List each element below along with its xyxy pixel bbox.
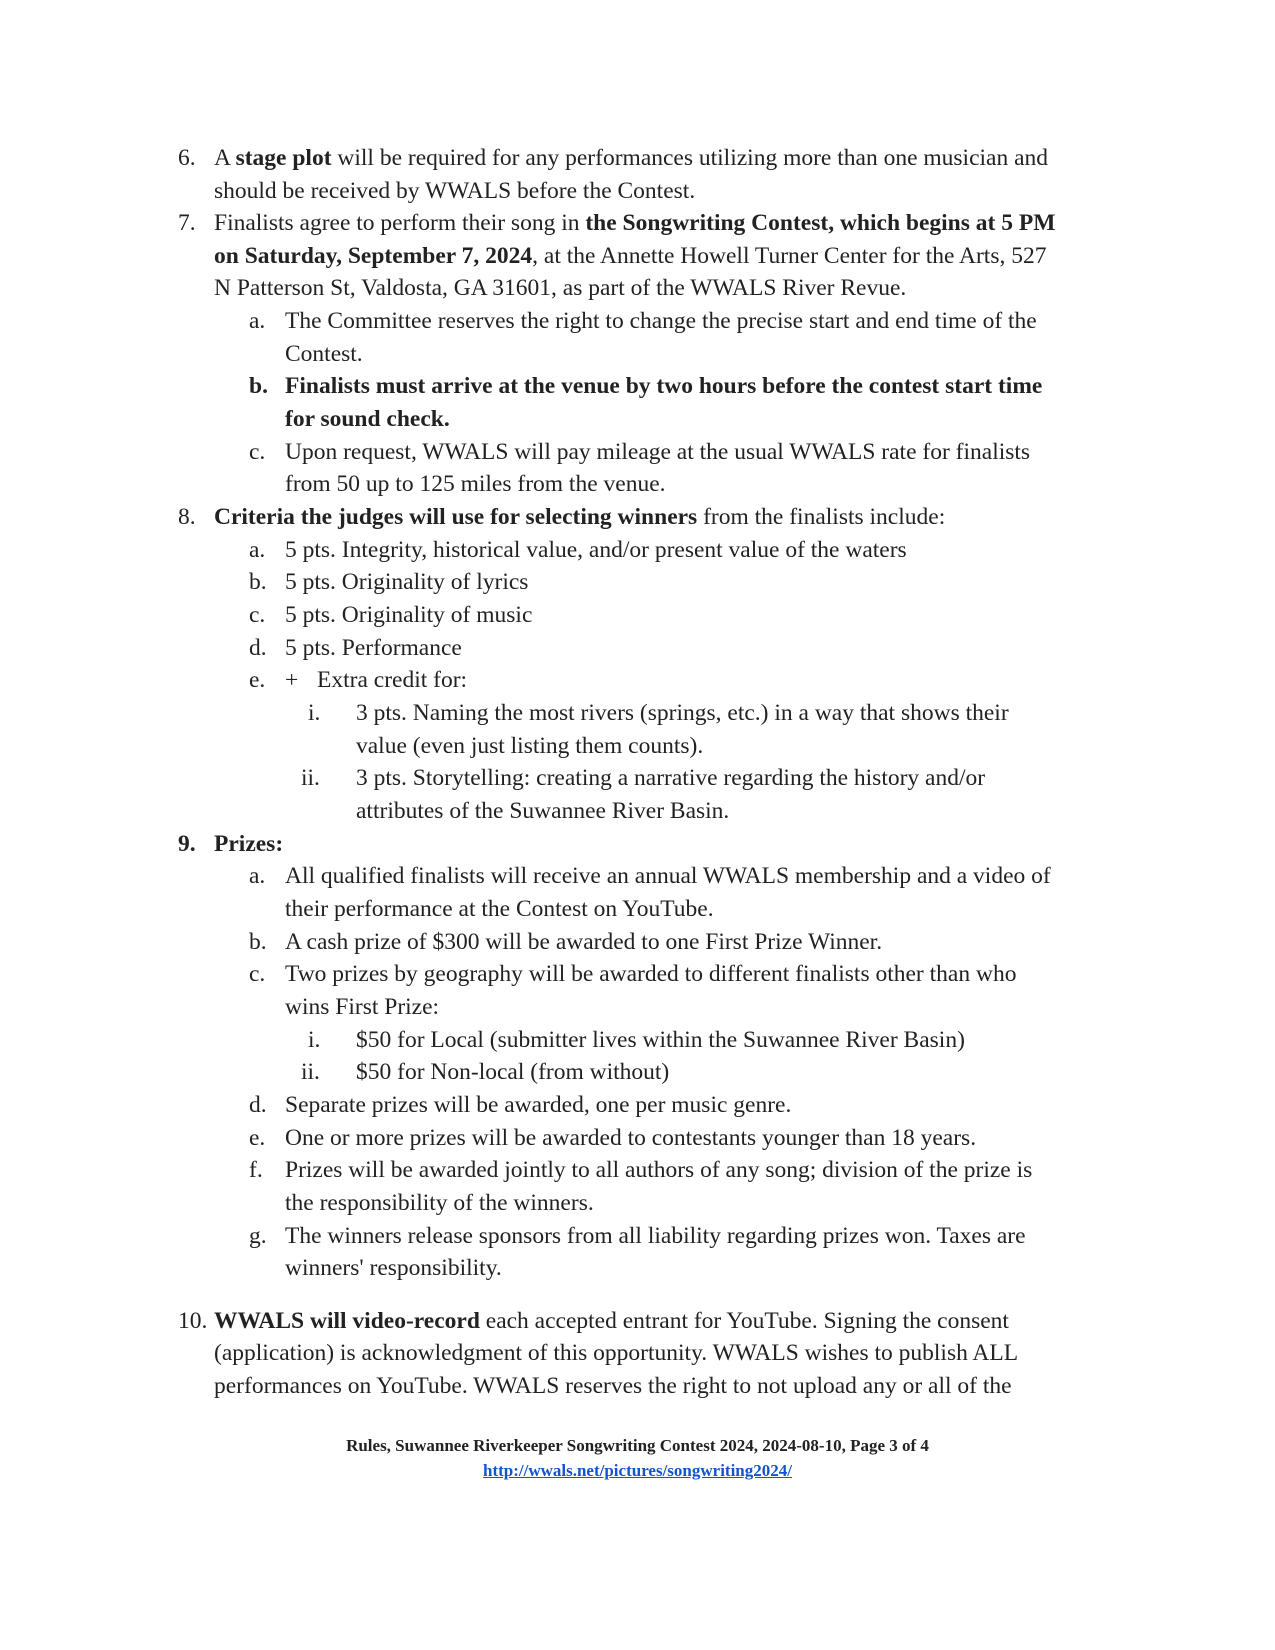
- item-8a-text: 5 pts. Integrity, historical value, and/or present value of the waters: [285, 537, 907, 563]
- item-7b-line-1: Finalists must arrive at the venue by two hours before the contest start time: [285, 373, 1043, 399]
- item-9a-line-2: their performance at the Contest on YouTube.: [285, 896, 714, 922]
- item-8-text-b: from the finalists include:: [697, 504, 946, 530]
- item-8e-plus: +: [285, 667, 299, 693]
- item-8e-i-line-2: value (even just listing them counts).: [356, 733, 704, 759]
- item-7a-marker: a.: [249, 308, 266, 334]
- item-6-text-a: A: [214, 145, 236, 171]
- item-6-stage-plot-bold: stage plot: [235, 145, 332, 171]
- item-10-line-1: [214, 1304, 1009, 1338]
- item-8e-ii-line-2: attributes of the Suwannee River Basin.: [356, 798, 730, 824]
- item-8b-text: 5 pts. Originality of lyrics: [285, 569, 529, 595]
- item-9b-text: A cash prize of $300 will be awarded to one First Prize Winner.: [285, 929, 883, 955]
- item-9f-marker: f.: [249, 1157, 263, 1183]
- item-8e-i-line-1: 3 pts. Naming the most rivers (springs, etc.) in a way that shows their: [356, 700, 1009, 726]
- item-9d-marker: d.: [249, 1092, 267, 1118]
- item-8a-marker: a.: [249, 537, 266, 563]
- item-9c-line-2: wins First Prize:: [285, 994, 440, 1020]
- item-8e-text: Extra credit for:: [317, 667, 468, 693]
- item-7b-line-2: for sound check.: [285, 406, 450, 432]
- item-8d-marker: d.: [249, 635, 267, 661]
- item-9c-ii-text: $50 for Non-local (from without): [356, 1059, 670, 1085]
- item-7-date-bold: on Saturday, September 7, 2024: [214, 243, 533, 269]
- item-9a-line-1: All qualified finalists will receive an annual WWALS membership and a video of: [285, 863, 1051, 889]
- item-9b-marker: b.: [249, 929, 267, 955]
- item-9c-i-marker: i.: [308, 1027, 321, 1053]
- item-7-contest-bold: the Songwriting Contest, which begins at 5 PM: [585, 210, 1056, 236]
- item-7-line-1: [214, 206, 1055, 240]
- item-10-marker: 10.: [178, 1308, 208, 1334]
- item-7c-marker: c.: [249, 439, 266, 465]
- item-9c-marker: c.: [249, 961, 266, 987]
- item-8-criteria-bold: Criteria the judges will use for selecting winners: [214, 504, 698, 530]
- footer-title: Rules, Suwannee Riverkeeper Songwriting Contest 2024, 2024-08-10, Page 3 of 4: [346, 1436, 929, 1455]
- footer-link-row: [0, 1461, 1275, 1481]
- item-7a-line-1: The Committee reserves the right to change the precise start and end time of the: [285, 308, 1037, 334]
- item-8e-marker: e.: [249, 667, 266, 693]
- item-7-text-a: Finalists agree to perform their song in: [214, 210, 586, 236]
- item-10-video-bold: WWALS will video-record: [214, 1308, 480, 1334]
- item-7-line-2: [214, 239, 1046, 273]
- item-6-line-2: should be received by WWALS before the Contest.: [214, 178, 696, 204]
- item-9e-marker: e.: [249, 1125, 266, 1151]
- item-9-prizes-title: Prizes:: [214, 831, 284, 857]
- item-6-text-c: will be required for any performances utilizing more than one musician and: [331, 145, 1049, 171]
- item-8c-text: 5 pts. Originality of music: [285, 602, 533, 628]
- item-7c-line-2: from 50 up to 125 miles from the venue.: [285, 471, 666, 497]
- item-8e-ii-line-1: 3 pts. Storytelling: creating a narrative regarding the history and/or: [356, 765, 986, 791]
- item-6-marker: 6.: [178, 145, 196, 171]
- item-8c-marker: c.: [249, 602, 266, 628]
- item-8d-text: 5 pts. Performance: [285, 635, 462, 661]
- item-6-line-1: [214, 141, 1048, 175]
- item-7a-line-2: Contest.: [285, 341, 363, 367]
- item-9g-marker: g.: [249, 1223, 267, 1249]
- item-8e-ii-marker: ii.: [301, 765, 320, 791]
- item-9c-ii-marker: ii.: [301, 1059, 320, 1085]
- item-10-text-b: each accepted entrant for YouTube. Signing the consent: [479, 1308, 1009, 1334]
- item-9a-marker: a.: [249, 863, 266, 889]
- item-7-line-3: N Patterson St, Valdosta, GA 31601, as part of the WWALS River Revue.: [214, 275, 907, 301]
- item-9e-text: One or more prizes will be awarded to contestants younger than 18 years.: [285, 1125, 977, 1151]
- item-10-line-3: performances on YouTube. WWALS reserves the right to not upload any or all of the: [214, 1373, 1012, 1399]
- item-8e-i-marker: i.: [308, 700, 321, 726]
- item-7-venue-text: , at the Annette Howell Turner Center for the Arts, 527: [532, 243, 1047, 269]
- item-9c-line-1: Two prizes by geography will be awarded to different finalists other than who: [285, 961, 1017, 987]
- item-9g-line-1: The winners release sponsors from all liability regarding prizes won. Taxes are: [285, 1223, 1026, 1249]
- item-9g-line-2: winners' responsibility.: [285, 1255, 502, 1281]
- item-7c-line-1: Upon request, WWALS will pay mileage at the usual WWALS rate for finalists: [285, 439, 1031, 465]
- item-9c-i-text: $50 for Local (submitter lives within the Suwannee River Basin): [356, 1027, 965, 1053]
- item-8-line-1: [214, 500, 945, 534]
- item-7-marker: 7.: [178, 210, 196, 236]
- item-9d-text: Separate prizes will be awarded, one per music genre.: [285, 1092, 792, 1118]
- item-10-line-2: (application) is acknowledgment of this opportunity. WWALS wishes to publish ALL: [214, 1340, 1019, 1366]
- item-9f-line-2: the responsibility of the winners.: [285, 1190, 594, 1216]
- item-8-marker: 8.: [178, 504, 196, 530]
- item-9-marker: 9.: [178, 831, 196, 857]
- item-8b-marker: b.: [249, 569, 267, 595]
- item-9f-line-1: Prizes will be awarded jointly to all authors of any song; division of the prize is: [285, 1157, 1033, 1183]
- item-7b-marker: b.: [249, 373, 268, 399]
- footer-link[interactable]: http://wwals.net/pictures/songwriting2024/: [482, 1461, 792, 1480]
